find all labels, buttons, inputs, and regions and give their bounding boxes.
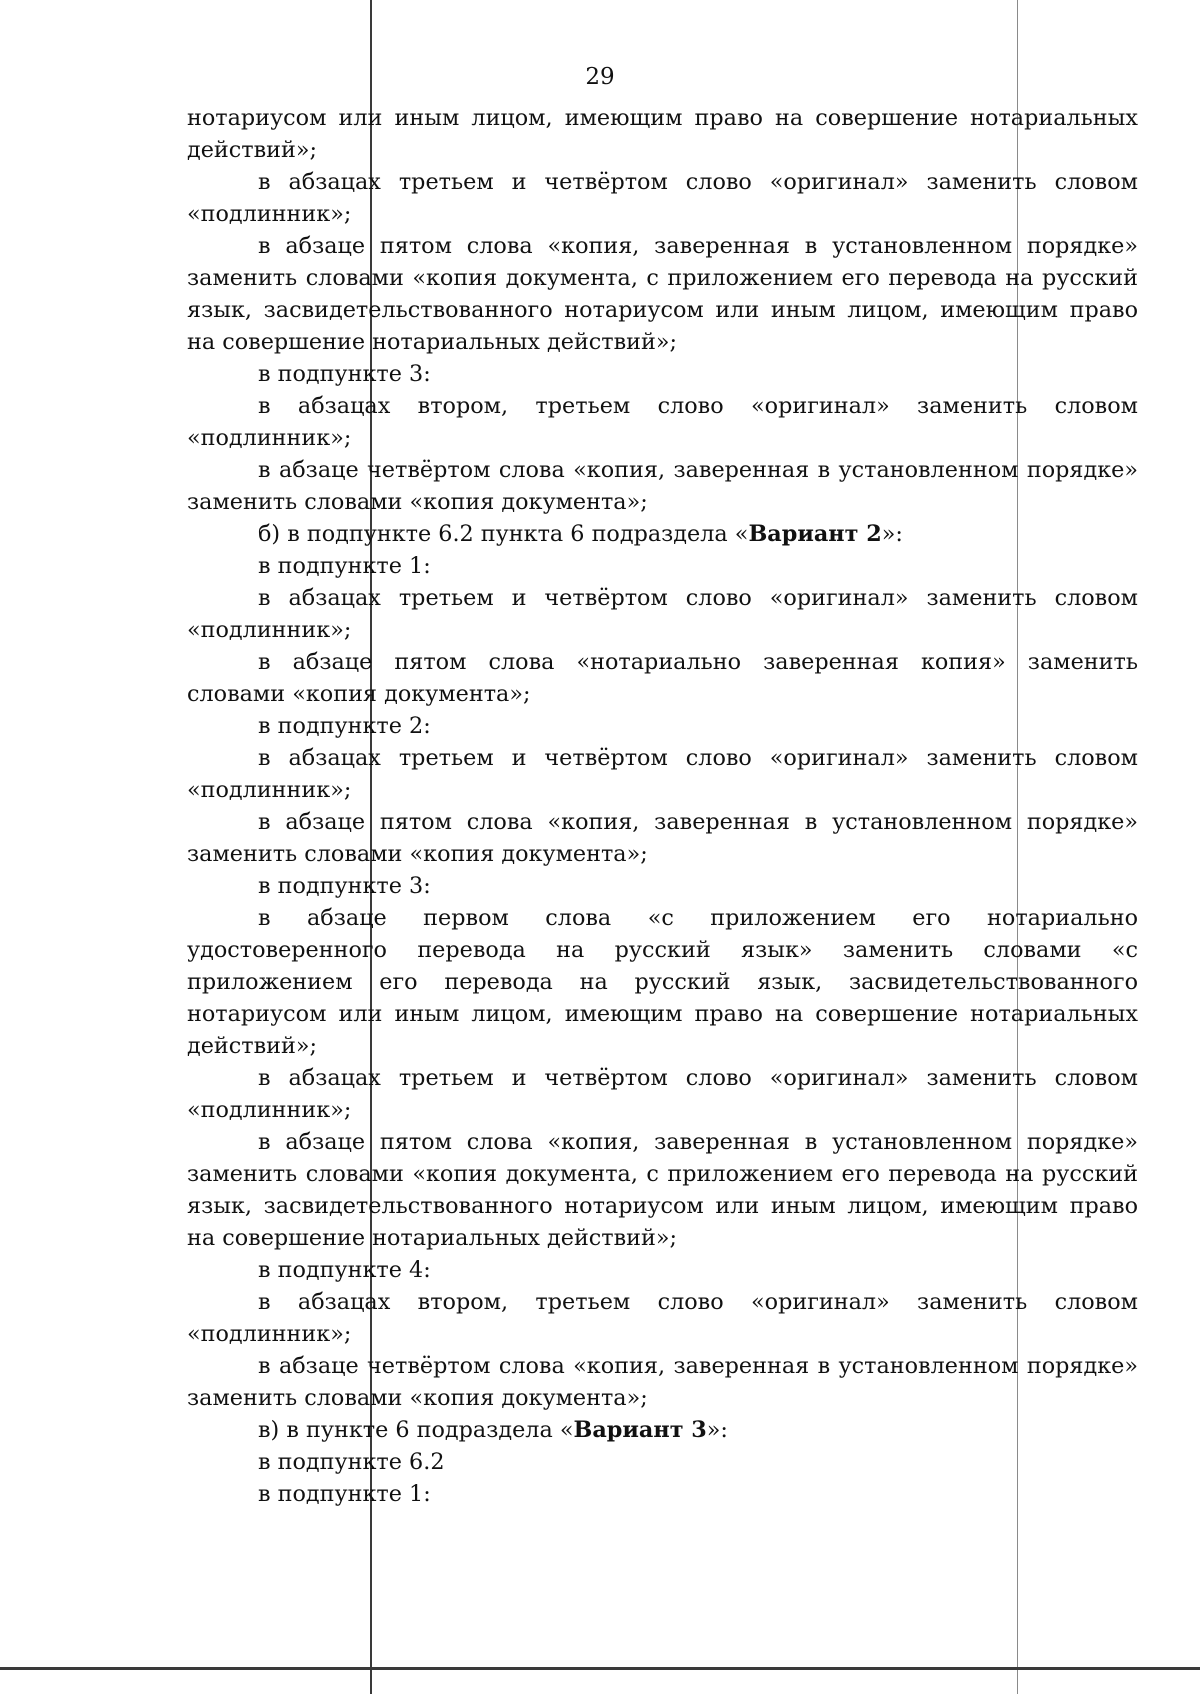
paragraph: в подпункте 4: (258, 1257, 431, 1283)
paragraph: в абзацах третьем и четвёртом слово «оригинал» заменить словом «подлинник»; (187, 585, 1138, 643)
page-number: 29 (585, 64, 615, 90)
paragraph: в абзаце пятом слова «копия, заверенная в установленном порядке» заменить словами «копия документа»; (187, 809, 1138, 867)
variant-name: Вариант 3 (573, 1417, 707, 1443)
paragraph: в абзацах третьем и четвёртом слово «оригинал» заменить словом «подлинник»; (187, 745, 1138, 803)
paragraph: в абзацах втором, третьем слово «оригинал» заменить словом «подлинник»; (187, 393, 1138, 451)
variant-name: Вариант 2 (748, 521, 882, 547)
paragraph-text: б) в подпункте 6.2 пункта 6 подраздела « (258, 521, 749, 547)
paragraph (187, 1414, 1138, 1446)
paragraph: в абзаце четвёртом слова «копия, заверенная в установленном порядке» заменить словами «копия документа»; (187, 1353, 1138, 1411)
scan-artifact-line (0, 1667, 1200, 1670)
paragraph: в абзаце пятом слова «копия, заверенная в установленном порядке» заменить словами «копия документа, с приложением его перевода на русский язык, засвидетельствованного нотариусом или иным лицом, имеющим право на совершение нотариальных действий»; (187, 1129, 1138, 1251)
paragraph-text: »: (881, 521, 903, 547)
paragraph: в абзаце первом слова «с приложением его нотариально удостоверенного перевода на русский язык» заменить словами «с приложением его перевода на русский язык, засвидетельствованного нотариусом или иным лицом, имеющим право на совершение нотариальных действий»; (187, 905, 1138, 1059)
paragraph: в абзаце пятом слова «нотариально заверенная копия» заменить словами «копия документа»; (187, 649, 1138, 707)
document-body (187, 102, 1138, 1510)
paragraph: нотариусом или иным лицом, имеющим право на совершение нотариальных действий»; (187, 105, 1138, 163)
paragraph: в абзацах третьем и четвёртом слово «оригинал» заменить словом «подлинник»; (187, 1065, 1138, 1123)
paragraph: в абзаце пятом слова «копия, заверенная в установленном порядке» заменить словами «копия документа, с приложением его перевода на русский язык, засвидетельствованного нотариусом или иным лицом, имеющим право на совершение нотариальных действий»; (187, 233, 1138, 355)
paragraph: в абзаце четвёртом слова «копия, заверенная в установленном порядке» заменить словами «копия документа»; (187, 457, 1138, 515)
paragraph: в абзацах втором, третьем слово «оригинал» заменить словом «подлинник»; (187, 1289, 1138, 1347)
paragraph: в подпункте 1: (258, 1481, 431, 1507)
paragraph-text: в) в пункте 6 подраздела « (258, 1417, 574, 1443)
paragraph: в подпункте 3: (258, 361, 431, 387)
paragraph: в подпункте 6.2 (258, 1449, 445, 1475)
paragraph: в абзацах третьем и четвёртом слово «оригинал» заменить словом «подлинник»; (187, 169, 1138, 227)
paragraph: в подпункте 3: (258, 873, 431, 899)
paragraph: в подпункте 1: (258, 553, 431, 579)
paragraph-text: »: (706, 1417, 728, 1443)
paragraph: в подпункте 2: (258, 713, 431, 739)
paragraph (187, 518, 1138, 550)
